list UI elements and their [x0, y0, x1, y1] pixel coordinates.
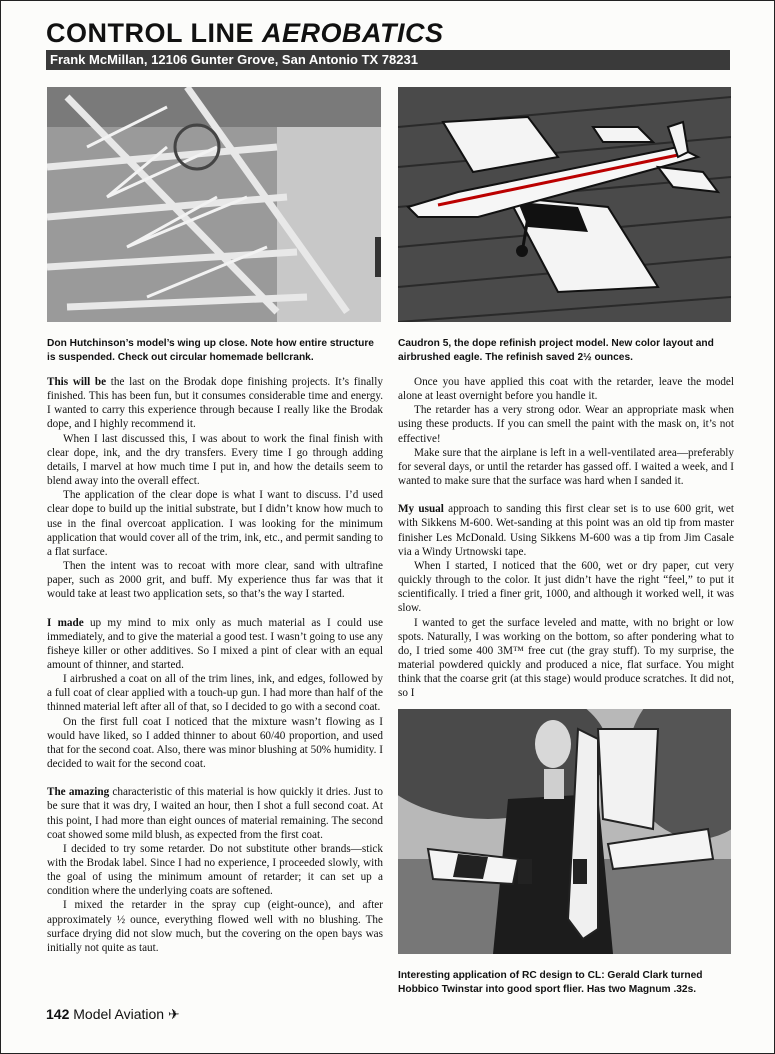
paragraph-text: When I started, I noticed that the 600, wet or dry paper, cut very quickly through to the color. It just didn’t have the right “feel,” to put it scientifically. I tried a finer grit, 1000, and although it worked well, it was slow.	[398, 559, 734, 615]
paragraph-text: When I last discussed this, I was about to work the final finish with clear dope, ink, and the dry transfers. Every time I go through adding details, I marvel at how much time I put in, and how the details seem to blend away into the overall effect.	[47, 432, 383, 488]
lead-in: This will be	[47, 376, 107, 388]
paragraph	[47, 898, 383, 955]
paragraph-text: the last on the Brodak dope finishing projects. It’s finally finished. This has been fun, but it consumes considerable time and energy. I wanted to carry this experience through because I really like the Brodak dope, and I highly recommend it.	[47, 376, 383, 431]
paragraph-text: I wanted to get the surface leveled and matte, with no bright or low spots. Naturally, I was working on the bottom, so after pondering what to do, I tried some 400 3M™ free cut (the gray stuff). To my surprise, the material powdered quickly and produced a nice, flat surface. You might think that the coarse grit (at this stage) would produce scratches. It did not, so I	[398, 616, 734, 700]
paragraph	[398, 616, 734, 701]
paragraph-text: approach to sanding this first clear set is to use 600 grit, wet with Sikkens M-600. Wet-sanding at this point was an old tip from master finisher Les McDonald. Using Sikkens M-600 was a tip from Jim Casale via a Windy Urtnowski tape.	[398, 503, 734, 558]
author-bar: Frank McMillan, 12106 Gunter Grove, San Antonio TX 78231	[46, 50, 730, 70]
paragraph	[47, 488, 383, 559]
paragraph	[47, 715, 383, 772]
paragraph-text: Make sure that the airplane is left in a well-ventilated area—preferably for several days, or until the retarder has gassed off. I waited a week, and I wanted to make sure that the surface was hard when I sanded it.	[398, 446, 734, 488]
paragraph-text: I decided to try some retarder. Do not substitute other brands—stick with the Brodak label. Since I had no experience, I proceeded slowly, with the goal of using the minimum amount of retarder; it can set up a condition where the underlying coats are softened.	[47, 842, 383, 898]
paragraph-text: Then the intent was to recoat with more clear, sand with ultrafine paper, such as 2000 grit, and buff. My experience thus far was that it would take at least two application sets, so that’s the way I started.	[47, 560, 383, 601]
paragraph-text: up my mind to mix only as much material as I could use immediately, and to give the material a good test. I wasn’t going to use any fisheye killer or other additives. So I mixed a pint of clear with an equal amount of thinner, and started.	[47, 616, 383, 671]
magazine-name: Model Aviation	[73, 1006, 165, 1022]
paragraph-text: The retarder has a very strong odor. Wear an appropriate mask when using these products. If you can smell the paint with the mask on, it’s not effective!	[398, 404, 734, 445]
paragraph	[47, 842, 383, 899]
paragraph	[47, 432, 383, 489]
paragraph	[47, 785, 383, 842]
paragraph	[398, 446, 734, 488]
twinstar-photo	[398, 709, 731, 954]
lead-in: My usual	[398, 503, 444, 516]
page-number: 142	[46, 1006, 70, 1022]
title-italic: AEROBATICS	[262, 18, 444, 48]
paragraph	[398, 403, 734, 445]
lead-in: The amazing	[47, 786, 110, 799]
right-text-column	[398, 375, 734, 700]
page-footer	[46, 1005, 180, 1023]
paragraph	[398, 375, 734, 403]
caption-wing-photo: Don Hutchinson’s model’s wing up close. Note how entire structure is suspended. Check out circular homemade bellcrank.	[47, 338, 374, 363]
paragraph-text: I airbrushed a coat on all of the trim lines, ink, and edges, followed by a full coat of clear applied with a touch-up gun. I had more than half of the thinned material left after all of that, so I decided to go with a second coat.	[47, 673, 383, 714]
caudron-model-photo	[398, 87, 731, 322]
plane-icon: ✈	[167, 1006, 180, 1022]
paragraph	[47, 559, 383, 601]
column-title	[46, 18, 444, 48]
paragraph	[398, 502, 734, 559]
caption-caudron-photo: Caudron 5, the dope refinish project model. New color layout and airbrushed eagle. The refinish saved 2½ ounces.	[398, 338, 714, 363]
left-text-column	[47, 375, 383, 955]
caption-twinstar-photo: Interesting application of RC design to CL: Gerald Clark turned Hobbico Twinstar into good sport flier. Has two Magnum .32s.	[398, 970, 703, 995]
paragraph-text: I mixed the retarder in the spray cup (eight-ounce), and after approximately ½ ounce, everything flowed well with no blushing. The surface drying did not slow much, but the covering on the open bays was initially not quite as taut.	[47, 899, 383, 954]
paragraph	[398, 559, 734, 616]
paragraph	[47, 375, 383, 432]
paragraph-text: The application of the clear dope is what I want to discuss. I’d used clear dope to build up the initial substrate, but I didn’t know how much to use in the final overcoat application. I was looking for the minimum application that would cover all of the trim, ink, etc., and permit sanding to a flat surface.	[47, 489, 383, 558]
paragraph	[47, 672, 383, 714]
wing-structure-photo	[47, 87, 381, 322]
paragraph	[47, 616, 383, 673]
title-plain: CONTROL LINE	[46, 18, 254, 48]
paragraph-text: Once you have applied this coat with the retarder, leave the model alone at least overnight before you handle it.	[398, 376, 734, 403]
paragraph-text: characteristic of this material is how quickly it dries. Just to be sure that it was dry, I waited an hour, then I shot a full second coat. At this point, I had more than eight ounces of material remaining. The second coat showed some mild blush, as expected from the first coat.	[47, 786, 383, 841]
lead-in: I made	[47, 616, 84, 629]
paragraph-text: On the first full coat I noticed that the mixture wasn’t flowing as I would have liked, so I added thinner to about 60/40 proportion, and used that for the second coat. Also, there was minor blushing at 50% humidity. I decided to wait for the second coat.	[47, 715, 383, 771]
